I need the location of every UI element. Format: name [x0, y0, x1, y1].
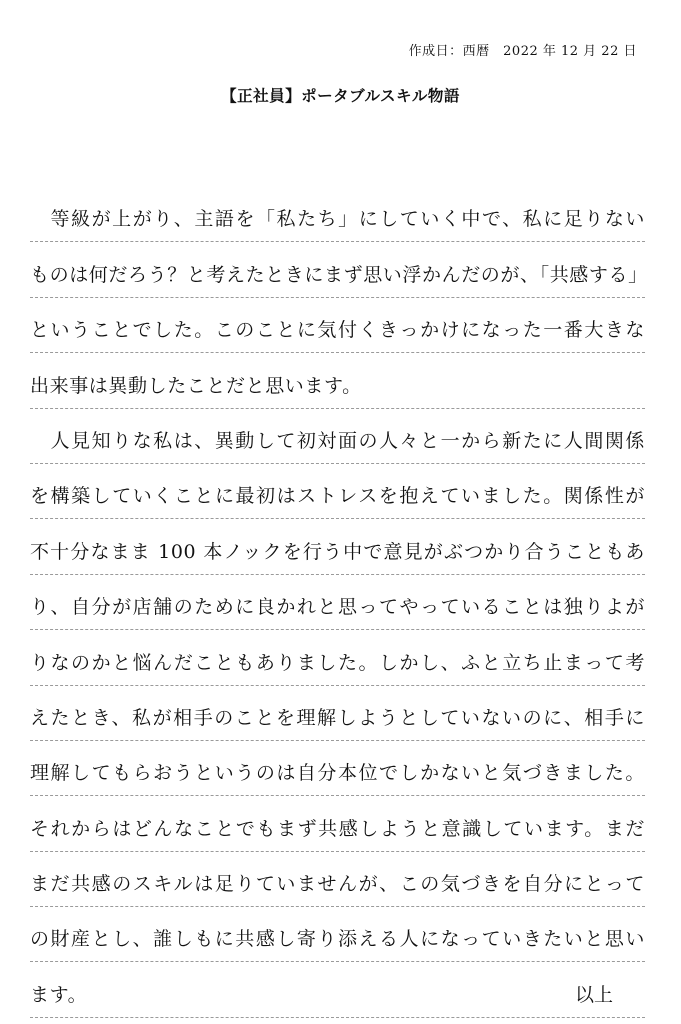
line-text: それからはどんなことでもまず共感しようと意識しています。まだ [30, 817, 645, 840]
creation-date: 作成日：西暦 2022 年 12 月 22 日 [408, 44, 637, 59]
text-line [30, 796, 645, 851]
text-line [30, 519, 645, 574]
closing-mark: 以上 [574, 983, 613, 1006]
line-text: まだ共感のスキルは足りていませんが、この気づきを自分にとって [30, 873, 645, 896]
text-line [30, 353, 645, 408]
text-line [30, 686, 645, 741]
text-line [30, 962, 645, 1017]
text-line [30, 242, 648, 297]
line-text: ます。 [30, 983, 88, 1006]
essay-body [30, 187, 648, 1018]
text-line [30, 187, 645, 242]
line-text: ものは何だろう？と考えたときにまず思い浮かんだのが、「共感する」 [30, 263, 648, 286]
text-line [30, 741, 645, 796]
text-line [30, 464, 645, 519]
line-text: りなのかと悩んだこともありました。しかし、ふと立ち止まって考 [30, 651, 645, 674]
line-text: 出来事は異動したことだと思います。 [30, 374, 362, 397]
line-text: を構築していくことに最初はストレスを抱えていました。関係性が [30, 485, 645, 508]
text-line [30, 575, 645, 630]
text-line [30, 409, 645, 464]
text-line [30, 852, 645, 907]
line-text: えたとき、私が相手のことを理解しようとしていないのに、相手に [30, 706, 645, 729]
text-line [30, 630, 645, 685]
line-text: 等級が上がり、主語を「私たち」にしていく中で、私に足りない [30, 208, 645, 231]
line-text: 理解してもらおうというのは自分本位でしかないと気づきました。 [30, 762, 645, 785]
line-text: 人見知りな私は、異動して初対面の人々と一から新たに人間関係 [30, 429, 645, 452]
line-text: り、自分が店舗のために良かれと思ってやっていることは独りよが [30, 596, 645, 619]
line-text: の財産とし、誰しもに共感し寄り添える人になっていきたいと思い [30, 928, 645, 951]
line-text: ということでした。このことに気付くきっかけになった一番大きな [30, 319, 645, 342]
text-line [30, 298, 645, 353]
document-title: 【正社員】ポータブルスキル物語 [221, 87, 460, 105]
line-text: 不十分なまま 100 本ノックを行う中で意見がぶつかり合うこともあ [30, 540, 645, 563]
text-line [30, 907, 645, 962]
